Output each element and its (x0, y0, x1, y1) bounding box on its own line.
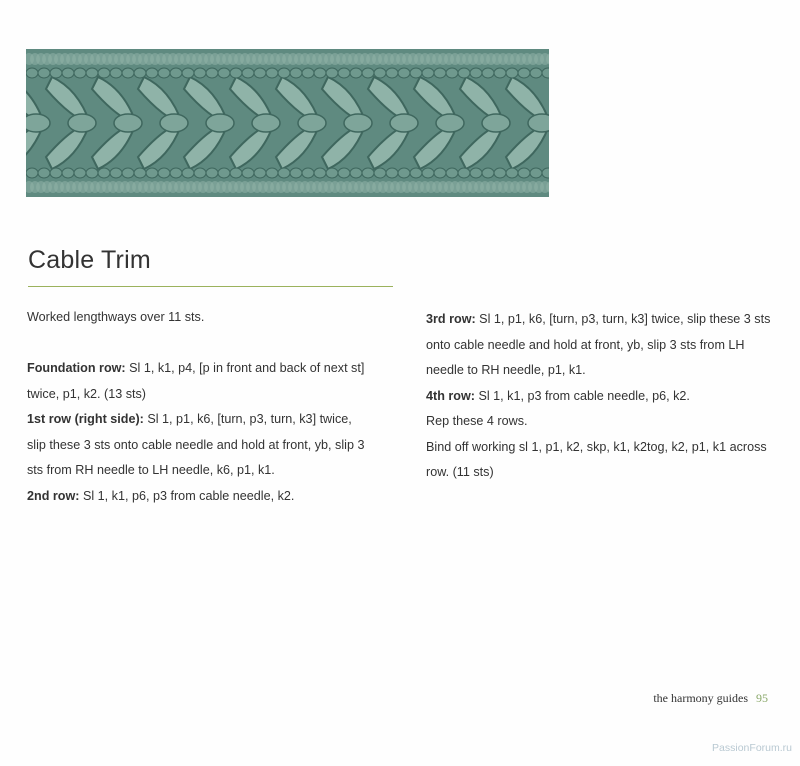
rib-stitch (62, 168, 74, 178)
rib-stitch (458, 168, 470, 178)
rib-stitch (74, 168, 86, 178)
rib-stitch (398, 68, 410, 78)
instructions-right-column (426, 307, 781, 486)
rib-stitch (386, 68, 398, 78)
cable-centre-stitch (252, 114, 280, 132)
rib-stitch (170, 68, 182, 78)
rib-stitch (530, 168, 542, 178)
rib-stitch (482, 68, 494, 78)
rib-stitch (218, 68, 230, 78)
row-2 (27, 484, 372, 510)
repeat-text: Rep these 4 rows. (426, 414, 528, 428)
rib-stitch (410, 168, 422, 178)
rib-stitch (350, 68, 362, 78)
rib-stitch (26, 168, 38, 178)
rib-stitch (494, 68, 506, 78)
rib-stitch (314, 168, 326, 178)
rib-stitch (86, 68, 98, 78)
rib-stitch (38, 68, 50, 78)
rib-stitch (86, 168, 98, 178)
instructions-left-column (27, 305, 372, 509)
rib-stitch (146, 168, 158, 178)
rib-stitch (374, 68, 386, 78)
rib-stitch (530, 68, 542, 78)
foundation-row-label: Foundation row: (27, 361, 126, 375)
rib-stitch (434, 168, 446, 178)
rib-stitch (314, 68, 326, 78)
cable-centre-stitch (298, 114, 326, 132)
rib-stitch (182, 168, 194, 178)
row-3-label: 3rd row: (426, 312, 476, 326)
rib-stitch (482, 168, 494, 178)
row-2-text: Sl 1, k1, p6, p3 from cable needle, k2. (79, 488, 295, 503)
rib-stitch (50, 168, 62, 178)
rib-stitch (290, 168, 302, 178)
rib-stitch (302, 68, 314, 78)
rib-stitch (242, 168, 254, 178)
rib-stitch (542, 68, 549, 78)
rib-stitch (110, 168, 122, 178)
cable-centre-stitch (114, 114, 142, 132)
rib-stitch (494, 168, 506, 178)
rib-stitch (362, 168, 374, 178)
cable-centre-stitch (390, 114, 418, 132)
rib-stitch (38, 168, 50, 178)
rib-stitch (326, 168, 338, 178)
rib-stitch (26, 68, 38, 78)
rib-stitch (158, 68, 170, 78)
page-footer (653, 691, 768, 706)
rib-stitch (134, 168, 146, 178)
rib-stitch (122, 168, 134, 178)
foundation-row (27, 356, 372, 407)
cable-centre-stitch (528, 114, 549, 132)
rib-stitch (74, 68, 86, 78)
rib-stitch (518, 168, 530, 178)
rib-stitch (62, 68, 74, 78)
rib-stitch (470, 68, 482, 78)
rib-stitch (398, 168, 410, 178)
cable-centre-stitch (482, 114, 510, 132)
rib-stitch (110, 68, 122, 78)
title-rule (28, 286, 393, 287)
rib-stitch (122, 68, 134, 78)
rib-stitch (134, 68, 146, 78)
bind-off-text: Bind off working sl 1, p1, k2, skp, k1, k2tog, k2, p1, k1 across row. (11 sts) (426, 439, 767, 479)
rib-stitch (266, 68, 278, 78)
rib-stitch (506, 168, 518, 178)
cable-centre-stitch (206, 114, 234, 132)
row-1-label: 1st row (right side): (27, 412, 144, 426)
row-4-label: 4th row: (426, 388, 475, 403)
rib-stitch (278, 168, 290, 178)
rib-stitch (458, 68, 470, 78)
rib-stitch (146, 68, 158, 78)
cable-centre-stitch (436, 114, 464, 132)
rib-stitch (206, 168, 218, 178)
row-3-text: Sl 1, p1, k6, [turn, p3, turn, k3] twice, slip these 3 sts onto cable needle and hold at front, yb, slip 3 sts from LH needle to RH needle, p1, k1. (426, 312, 771, 377)
rib-stitch (290, 68, 302, 78)
cable-centre-stitch (344, 114, 372, 132)
cable-trim-photo (26, 49, 549, 197)
row-1 (27, 407, 372, 484)
cable-knit-illustration (26, 49, 549, 197)
rib-stitch (518, 68, 530, 78)
rib-stitch (362, 68, 374, 78)
rib-stitch (422, 168, 434, 178)
rib-stitch (158, 168, 170, 178)
rib-stitch (194, 168, 206, 178)
cable-centre-stitch (160, 114, 188, 132)
intro-text: Worked lengthways over 11 sts. (27, 310, 205, 324)
row-1-text: Sl 1, p1, k6, [turn, p3, turn, k3] twice, slip these 3 sts onto cable needle and hold at front, yb, slip 3 sts from RH needle to LH needle, k6, p1, k1. (27, 412, 365, 477)
rib-stitch (506, 68, 518, 78)
rib-stitch (338, 68, 350, 78)
rib-stitch (278, 68, 290, 78)
rib-stitch (386, 168, 398, 178)
rib-stitch (266, 168, 278, 178)
row-2-label: 2nd row: (27, 488, 80, 503)
rib-stitch (50, 68, 62, 78)
rib-stitch (446, 168, 458, 178)
cable-centre-stitch (68, 114, 96, 132)
rib-stitch (170, 168, 182, 178)
rib-stitch (338, 168, 350, 178)
rib-stitch (182, 68, 194, 78)
row-4-text: Sl 1, k1, p3 from cable needle, p6, k2. (474, 388, 690, 403)
rib-stitch (302, 168, 314, 178)
page-title: Cable Trim (28, 246, 151, 274)
rib-stitch (410, 68, 422, 78)
rib-stitch (218, 168, 230, 178)
rib-stitch (230, 168, 242, 178)
rib-stitch (434, 68, 446, 78)
watermark: PassionForum.ru (712, 742, 792, 754)
rib-stitch (98, 68, 110, 78)
rib-stitch (206, 68, 218, 78)
rib-stitch (254, 68, 266, 78)
rib-stitch (374, 168, 386, 178)
rib-stitch (350, 168, 362, 178)
rib-stitch (230, 68, 242, 78)
row-3 (426, 307, 781, 384)
rib-stitch (326, 68, 338, 78)
rib-stitch (542, 168, 549, 178)
rib-stitch (254, 168, 266, 178)
rib-stitch (98, 168, 110, 178)
page-number: 95 (756, 691, 768, 705)
rib-stitch (422, 68, 434, 78)
row-4 (426, 384, 781, 410)
book-title: the harmony guides (653, 691, 748, 705)
rib-stitch (194, 68, 206, 78)
rib-stitch (242, 68, 254, 78)
foundation-row-text: Sl 1, k1, p4, [p in front and back of next st] twice, p1, k2. (13 sts) (27, 361, 365, 401)
rib-stitch (446, 68, 458, 78)
cable-centre-stitch (26, 114, 50, 132)
rib-stitch (470, 168, 482, 178)
